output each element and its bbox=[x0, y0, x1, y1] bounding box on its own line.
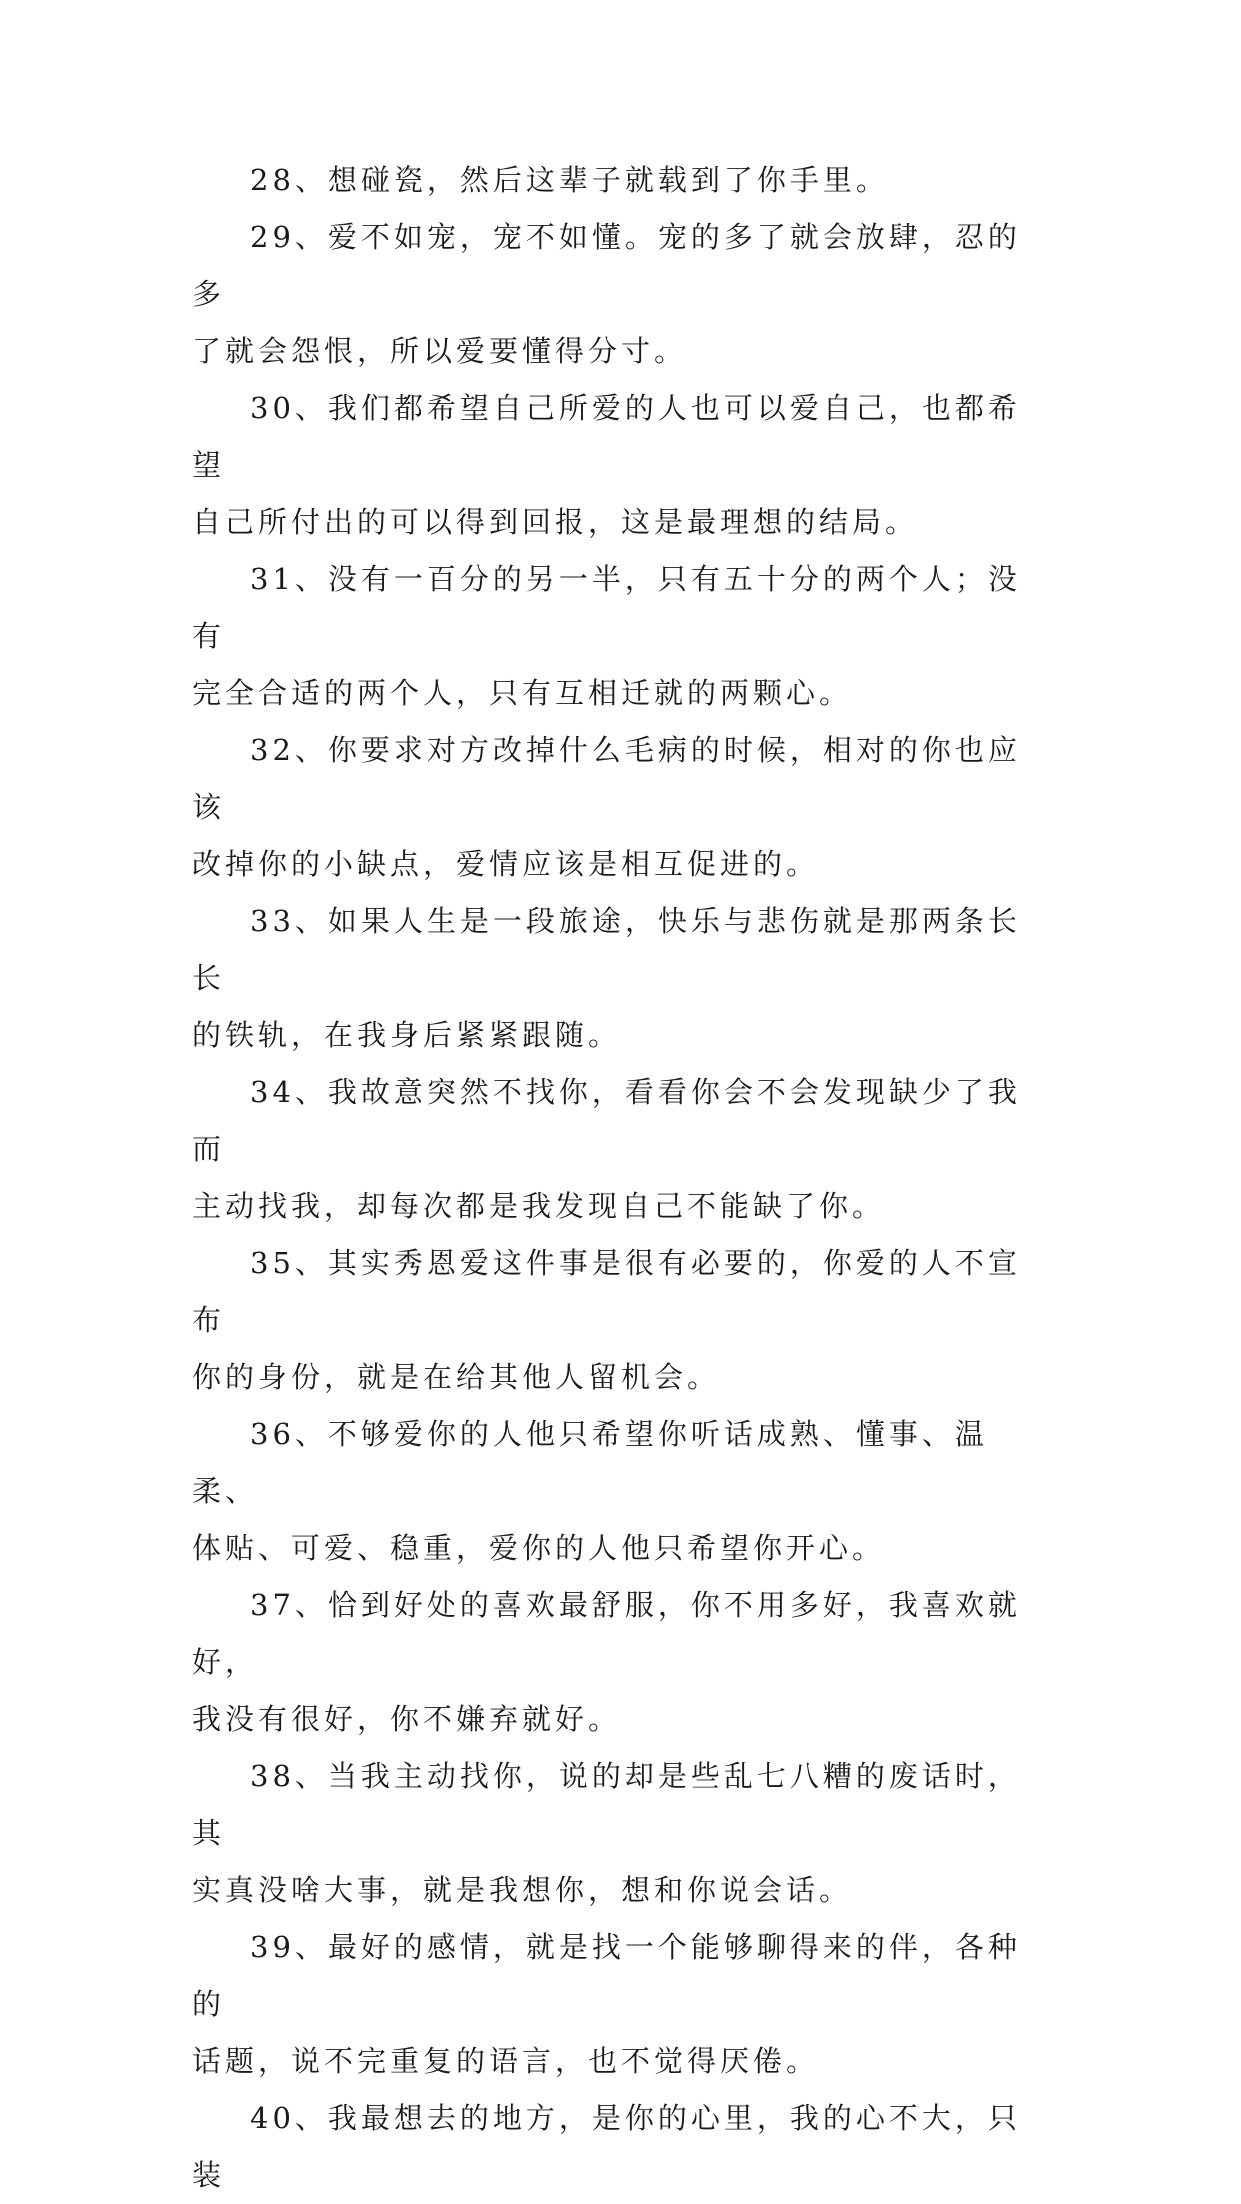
paragraph-30: 30、我们都希望自己所爱的人也可以爱自己，也都希望 自己所付出的可以得到回报，这是最理想的结局。 bbox=[192, 391, 1021, 539]
paragraph-28: 28、想碰瓷，然后这辈子就载到了你手里。 bbox=[250, 163, 889, 197]
paragraph-38: 38、当我主动找你，说的却是些乱七八糟的废话时，其 实真没啥大事，就是我想你，想和你说会话。 bbox=[192, 1759, 1021, 1907]
paragraph-31: 31、没有一百分的另一半，只有五十分的两个人；没有 完全合适的两个人，只有互相迁就的两颗心。 bbox=[192, 562, 1021, 710]
paragraph-37: 37、恰到好处的喜欢最舒服，你不用多好，我喜欢就好， 我没有很好，你不嫌弃就好。 bbox=[192, 1588, 1021, 1736]
paragraph-34: 34、我故意突然不找你，看看你会不会发现缺少了我而 主动找我，却每次都是我发现自己不能缺了你。 bbox=[192, 1075, 1021, 1223]
paragraph-29: 29、爱不如宠，宠不如懂。宠的多了就会放肆，忍的多 了就会怨恨，所以爱要懂得分寸。 bbox=[192, 220, 1021, 368]
paragraph-36: 36、不够爱你的人他只希望你听话成熟、懂事、温柔、 体贴、可爱、稳重，爱你的人他只希望你开心。 bbox=[192, 1417, 988, 1565]
paragraph-32: 32、你要求对方改掉什么毛病的时候，相对的你也应该 改掉你的小缺点，爱情应该是相互促进的。 bbox=[192, 733, 1021, 881]
paragraph-39: 39、最好的感情，就是找一个能够聊得来的伴，各种的 话题，说不完重复的语言，也不觉得厌倦。 bbox=[192, 1930, 1021, 2078]
paragraph-35: 35、其实秀恩爱这件事是很有必要的，你爱的人不宣布 你的身份，就是在给其他人留机会。 bbox=[192, 1246, 1021, 1394]
body-text bbox=[192, 152, 1052, 2204]
paragraph-40: 40、我最想去的地方，是你的心里，我的心不大，只装 bbox=[192, 2101, 1021, 2192]
paragraph-33: 33、如果人生是一段旅途，快乐与悲伤就是那两条长长 的铁轨，在我身后紧紧跟随。 bbox=[192, 904, 1021, 1052]
